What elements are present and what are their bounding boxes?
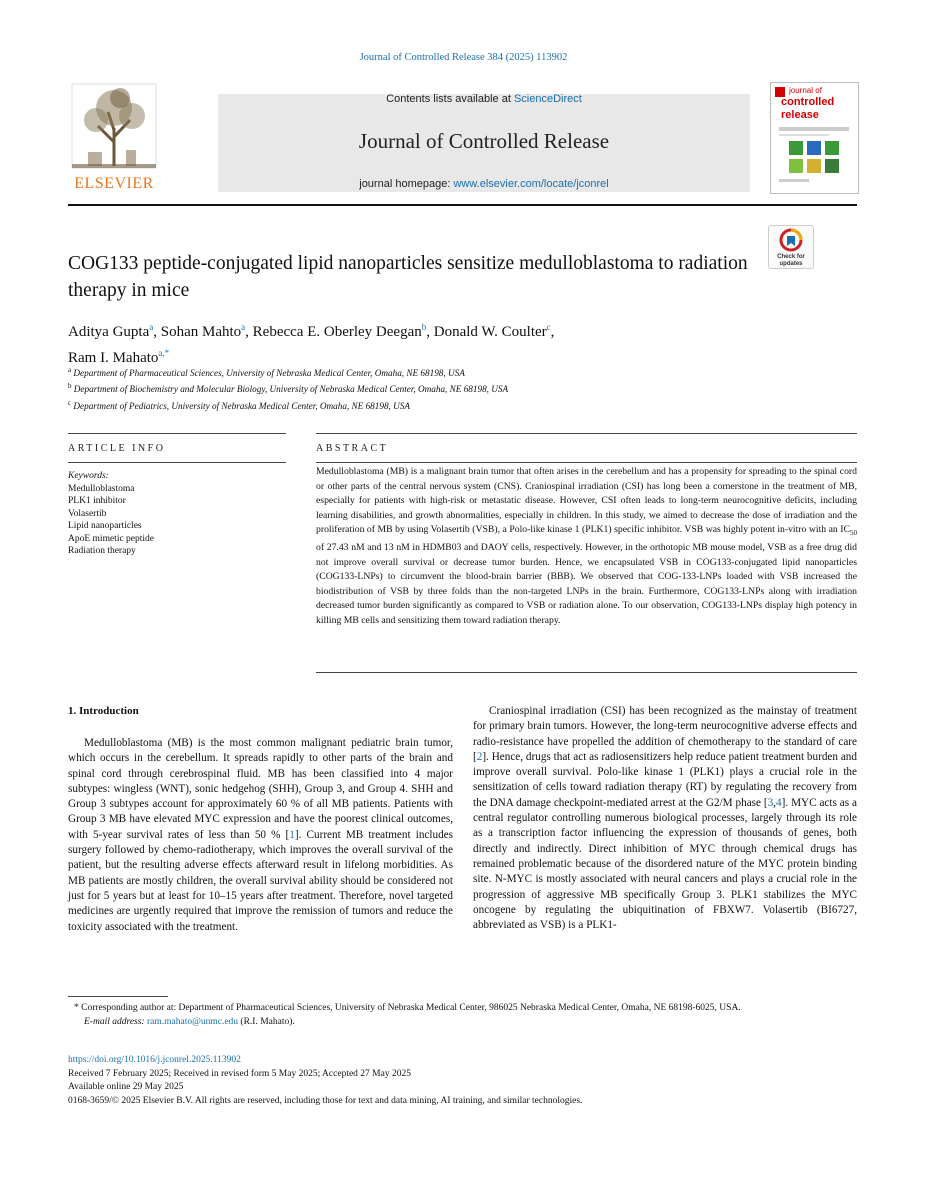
available-online: Available online 29 May 2025 (68, 1082, 184, 1092)
keyword-item: Medulloblastoma (68, 483, 135, 494)
keywords-block (68, 470, 286, 558)
divider (316, 433, 857, 434)
cover-title-3: release (781, 109, 819, 121)
affil-text: Department of Pharmaceutical Sciences, University of Nebraska Medical Center, Omaha, NE 68198, USA (73, 368, 465, 379)
footnote-text: Corresponding author at: Department of Pharmaceutical Sciences, University of Nebraska Medical Center, 986025 Nebraska Medical Center, Omaha, NE 68198-6025, USA. (78, 1003, 741, 1013)
sciencedirect-link[interactable]: ScienceDirect (513, 93, 582, 105)
keyword-item: Volasertib (68, 508, 107, 519)
paragraph-text: ]. Hence, drugs that act as radiosensitizers help reduce patient treatment burden and improve overall survival. Polo-like kinase 1 (PLK1) plays a crucial role in the sensitization of cells toward radiation therapy (RT) by regulating the recovery from the DNA damage checkpoint-mediated arrest at the G2/M phase [ (473, 750, 857, 809)
abstract-part: Medulloblastoma (MB) is a malignant brain tumor that often arises in the cerebellum and has a propensity for spreading to the spinal cord or other parts of the central nervous system (CNS). Craniospinal irradiation (CSI) has long been a cornerstone in the treatment of MB, especially for patients with high-risk or metastatic disease. However, CSI often leads to long-term neurocognitive deficits, including learning disabilities, and growth abnormalities, especially in children. In this study, we aimed to decrease the dose of irradiation and the proliferation of MB by using Volasertib (VSB), a Polo-like kinase 1 (PLK1) specific inhibitor. VSB was highly potent in-vitro with an IC (316, 466, 857, 536)
cover-art-icon (779, 127, 849, 187)
affiliation-item (68, 397, 828, 413)
copyright-notice: 0168-3659/© 2025 Elsevier B.V. All rights are reserved, including those for text and data mining, AI training, and similar technologies. (68, 1095, 583, 1106)
paragraph (473, 704, 857, 933)
email-label: E-mail address: (84, 1016, 147, 1027)
body-column-right (473, 704, 857, 933)
paragraph-text: Craniospinal irradiation (CSI) has been recognized as the mainstay of treatment for primary brain tumors. However, the long-term neurocognitive adverse effects and radio-resistance have propelled the addition of chemotherapy to the standard of care [ (473, 705, 857, 763)
author-affil-mark[interactable]: a,* (158, 348, 170, 358)
affil-mark: c (68, 398, 72, 407)
journal-reference[interactable]: Journal of Controlled Release 384 (2025) 113902 (359, 52, 568, 63)
abstract-part: of 27.43 nM and 13 nM in HDMB03 and DAOY cells, respectively. However, in the orthotopic MB mouse model, VSB as a free drug did not improve overall survival or decrease tumor burden. Hence, we encapsulated VSB in COG133-conjugated lipid nanoparticles (COG133-LNPs) to circumvent the blood-brain barrier (BBB). We observed that COG-133-LNPs loaded with VSB increased the biodistribution of VSB by three folds than the non-targeted LNPs in the brain. Furthermore, COG133-LNPs along with irradiation decreased tumor burden significantly as compared to VSB or radiation alone. To our observation, COG133-LNPs display high potency in killing MB cells and sensitizing them toward radiation therapy. (316, 541, 857, 626)
keyword-item: ApoE mimetic peptide (68, 533, 155, 544)
affiliation-item (68, 380, 828, 396)
citation-link[interactable]: 2 (476, 750, 483, 763)
journal-title[interactable]: Journal of Controlled Release (358, 129, 610, 153)
paragraph-text: ]. Current MB treatment includes surgery followed by chemo-radiotherapy, which improves the overall survival of the patient, but the resulting adverse effects afterward result in lifelong morbidities. As MB patients are mostly children, the overall survival ability should be considered not just for 5 years but at least for 10–15 years after treatment. Therefore, novel targeted medicines are urgently required that improve the remission of tumors and reduce the toxicity associated with the treatment. (68, 828, 453, 933)
affil-text: Department of Biochemistry and Molecular Biology, University of Nebraska Medical Center, Omaha, NE 68198, USA (73, 384, 509, 395)
author-affil-mark[interactable]: b (421, 322, 427, 332)
corresponding-author-footnote (68, 1002, 857, 1029)
author-name[interactable]: Donald W. Coulter (433, 324, 547, 340)
divider (68, 433, 286, 434)
publisher-name: ELSEVIER (74, 175, 154, 192)
author-list: Aditya Gupta$^a$, Sohan Mahto$^a$, Rebecca E. Oberley Deegan$^b$, Donald W. Coulter$^c$, Ram I. Mahato$^{a,*}$ (68, 322, 555, 366)
keyword-item: Lipid nanoparticles (68, 521, 142, 531)
citation-link[interactable]: 3 (767, 796, 774, 809)
divider (316, 672, 857, 673)
body-column-left (68, 736, 453, 935)
affil-text: Department of Pediatrics, University of Nebraska Medical Center, Omaha, NE 68198, USA (73, 400, 410, 411)
section-heading: 1. Introduction (68, 705, 139, 717)
author-name[interactable]: Ram I. Mahato (68, 350, 159, 366)
footnote-rule (68, 996, 168, 997)
cover-title-1: journal of (789, 86, 822, 95)
citation-link[interactable]: 4 (776, 796, 782, 809)
journal-cover[interactable] (770, 82, 859, 194)
paragraph (68, 736, 453, 935)
author-name[interactable]: Sohan Mahto (160, 324, 242, 340)
author-affil-mark[interactable]: a (149, 322, 154, 332)
article-metadata (68, 1054, 857, 1108)
author-name[interactable]: Rebecca E. Oberley Deegan (252, 324, 422, 340)
affil-mark: a (68, 366, 72, 374)
citation-separator: , (773, 796, 777, 809)
abstract-label: ABSTRACT (316, 443, 389, 454)
elsevier-logo[interactable] (68, 82, 160, 192)
affiliation-list (68, 364, 828, 413)
divider (316, 462, 857, 463)
author-affil-mark[interactable]: a (241, 322, 246, 332)
homepage-prefix: journal homepage: (359, 178, 454, 190)
homepage-link[interactable]: www.elsevier.com/locate/jconrel (453, 178, 609, 190)
crossmark-label: Check for updates (777, 254, 805, 267)
email-line (84, 1016, 857, 1030)
doi-link[interactable]: https://doi.org/10.1016/j.jconrel.2025.113902 (68, 1055, 241, 1065)
keyword-item: Radiation therapy (68, 546, 136, 556)
affil-mark: b (68, 382, 72, 391)
footnote-line (68, 1002, 857, 1016)
article-info-label: ARTICLE INFO (68, 443, 166, 454)
abstract-subscript: 50 (850, 529, 857, 538)
abstract-text (316, 465, 857, 628)
divider (68, 462, 286, 463)
keywords-heading: Keywords: (68, 471, 109, 481)
keyword-item: PLK1 inhibitor (68, 496, 126, 506)
email-link[interactable]: ram.mahato@unmc.edu (146, 1016, 239, 1027)
homepage-line (218, 178, 750, 190)
author-name[interactable]: Aditya Gupta (68, 324, 150, 340)
footnote-mark: * (74, 1003, 79, 1013)
email-suffix: (R.I. Mahato). (238, 1016, 295, 1027)
check-for-updates-badge[interactable] (768, 225, 814, 269)
crossmark-icon (779, 228, 803, 254)
citation-link[interactable]: 1 (289, 828, 295, 841)
contents-prefix: Contents lists available at (386, 93, 514, 105)
article-title: COG133 peptide-conjugated lipid nanoparticles sensitize medulloblastoma to radiation therapy in mice (68, 253, 748, 301)
author-affil-mark[interactable]: c (546, 322, 551, 332)
header-rule (68, 204, 857, 206)
affiliation-item (68, 364, 828, 380)
contents-line (218, 93, 750, 105)
cover-title-2: controlled (781, 96, 835, 108)
paragraph-text: ]. MYC acts as a central regulator controlling numerous biological processes, largely through its role as a transcription factor influencing the expression of thousands of genes, both directly and indirectly. Direct inhibition of MYC through chemical drugs has remained problematic because of the disordered nature of the MYC protein binding site. N-MYC is mostly associated with neural cancers and plays a crucial role in the progression of aggressive MB specifically Group 3. PLK1 stabilizes the MYC oncogene by regulating the ubiquitination of FBXW7. Volasertib (BI6727, abbreviated as VSB) is a PLK1- (473, 796, 857, 932)
received-dates: Received 7 February 2025; Received in revised form 5 May 2025; Accepted 27 May 2025 (68, 1068, 411, 1079)
paragraph-text: Medulloblastoma (MB) is the most common malignant pediatric brain tumor, which occurs in the cerebellum. It spreads rapidly to other parts of the brain and spinal cord through cerebrospinal fluid. MB has been classified into 4 major subtypes: wingless (WNT), sonic hedgehog (SHH), Group 3, and Group 4. SHH and Group 3 subtypes account for approximately 60 % of all MB patients. Patients with Group 3 MB have elevated MYC expression and have the poorest clinical outcomes, with 5-year survival rates of less than 50 % [ (68, 737, 453, 841)
